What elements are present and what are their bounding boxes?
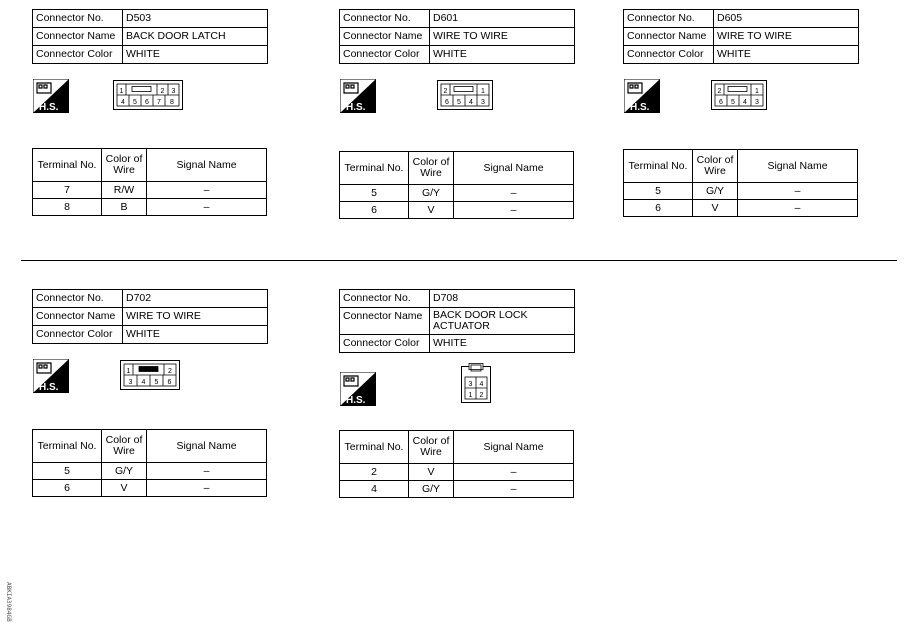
header-terminal-no: Terminal No. (33, 430, 102, 463)
pin-label: 6 (719, 99, 723, 106)
label-connector-name: Connector Name (33, 308, 123, 326)
terminal-table-d503 (32, 148, 267, 216)
signal-cell: – (454, 202, 574, 219)
pin-label: 3 (128, 379, 133, 386)
pin-label: 1 (126, 368, 131, 375)
connector-block-d605 (623, 9, 859, 64)
connector-block-d708 (339, 289, 575, 353)
pin-label: 1 (755, 88, 759, 95)
pin-label: 5 (457, 99, 461, 106)
connector-block-d503 (32, 9, 268, 64)
pin-label: 2 (443, 88, 448, 95)
terminal-cell: 7 (33, 182, 102, 199)
connector-color-value: WHITE (430, 335, 575, 353)
pin-label: 3 (171, 88, 176, 95)
header-color-of-wire: Color of Wire (409, 431, 454, 464)
label-connector-no: Connector No. (33, 290, 123, 308)
connector-info-table (32, 289, 268, 344)
wire-cell: G/Y (102, 463, 147, 480)
label-connector-color: Connector Color (340, 335, 430, 353)
label-connector-name: Connector Name (33, 28, 123, 46)
label-connector-name: Connector Name (340, 308, 430, 335)
signal-cell: – (454, 481, 574, 498)
hs-label: H.S. (346, 395, 366, 406)
hs-label: H.S. (346, 102, 366, 113)
pin-label: 3 (468, 381, 473, 388)
pin-label: 1 (468, 392, 473, 399)
table-row (624, 183, 858, 200)
connector-color-value: WHITE (123, 326, 268, 344)
pin-label: 3 (755, 99, 759, 106)
connector-face-d601 (437, 80, 493, 115)
label-connector-no: Connector No. (340, 10, 430, 28)
table-row (33, 480, 267, 497)
harness-side-icon (624, 79, 660, 118)
connector-no-value: D708 (430, 290, 575, 308)
label-connector-name: Connector Name (340, 28, 430, 46)
terminal-cell: 5 (340, 185, 409, 202)
signal-cell: – (738, 200, 858, 217)
connector-info-table (339, 9, 575, 64)
table-row (340, 464, 574, 481)
terminal-cell: 5 (624, 183, 693, 200)
pin-label: 3 (481, 99, 485, 106)
pin-label: 8 (170, 99, 174, 106)
pin-label: 5 (133, 99, 137, 106)
table-row (33, 463, 267, 480)
connector-no-value: D605 (714, 10, 859, 28)
terminal-cell: 8 (33, 199, 102, 216)
wire-cell: R/W (102, 182, 147, 199)
wire-cell: V (693, 200, 738, 217)
header-signal-name: Signal Name (147, 149, 267, 182)
signal-cell: – (454, 185, 574, 202)
wire-cell: G/Y (409, 185, 454, 202)
header-signal-name: Signal Name (454, 152, 574, 185)
connector-color-value: WHITE (430, 46, 575, 64)
header-terminal-no: Terminal No. (340, 431, 409, 464)
connector-no-value: D503 (123, 10, 268, 28)
label-connector-no: Connector No. (33, 10, 123, 28)
pin-label: 4 (141, 379, 146, 386)
pin-label: 4 (479, 381, 484, 388)
label-connector-color: Connector Color (624, 46, 714, 64)
header-signal-name: Signal Name (454, 431, 574, 464)
figure-code: ABKIA3984GB (5, 582, 12, 622)
header-color-of-wire: Color of Wire (102, 149, 147, 182)
connector-name-value: WIRE TO WIRE (430, 28, 575, 46)
table-row (624, 200, 858, 217)
terminal-cell: 2 (340, 464, 409, 481)
pin-label: 4 (743, 99, 747, 106)
header-terminal-no: Terminal No. (33, 149, 102, 182)
connector-info-table (623, 9, 859, 64)
pin-label: 4 (469, 99, 473, 106)
terminal-cell: 4 (340, 481, 409, 498)
label-connector-color: Connector Color (340, 46, 430, 64)
connector-block-d702 (32, 289, 268, 344)
header-signal-name: Signal Name (147, 430, 267, 463)
header-color-of-wire: Color of Wire (409, 152, 454, 185)
signal-cell: – (738, 183, 858, 200)
header-color-of-wire: Color of Wire (102, 430, 147, 463)
connector-face-d702 (120, 360, 180, 395)
connector-name-value: WIRE TO WIRE (123, 308, 268, 326)
label-connector-no: Connector No. (624, 10, 714, 28)
terminal-cell: 6 (33, 480, 102, 497)
connector-name-value: BACK DOOR LOCK ACTUATOR (430, 308, 575, 335)
header-terminal-no: Terminal No. (624, 150, 693, 183)
table-row (340, 185, 574, 202)
harness-side-icon (340, 79, 376, 118)
connector-name-value: BACK DOOR LATCH (123, 28, 268, 46)
terminal-table-d708 (339, 430, 574, 498)
wire-cell: B (102, 199, 147, 216)
signal-cell: – (147, 182, 267, 199)
label-connector-color: Connector Color (33, 46, 123, 64)
pin-label: 2 (479, 392, 484, 399)
pin-label: 7 (157, 99, 161, 106)
header-signal-name: Signal Name (738, 150, 858, 183)
label-connector-name: Connector Name (624, 28, 714, 46)
terminal-cell: 6 (624, 200, 693, 217)
wire-cell: V (409, 202, 454, 219)
hs-label: H.S. (39, 102, 59, 113)
label-connector-no: Connector No. (340, 290, 430, 308)
connector-no-value: D601 (430, 10, 575, 28)
connector-info-table (339, 289, 575, 353)
pin-label: 2 (160, 88, 165, 95)
connector-color-value: WHITE (714, 46, 859, 64)
signal-cell: – (147, 480, 267, 497)
terminal-cell: 5 (33, 463, 102, 480)
connector-block-d601 (339, 9, 575, 64)
pin-label: 1 (481, 88, 485, 95)
wire-cell: V (102, 480, 147, 497)
pin-label: 4 (121, 99, 125, 106)
terminal-table-d702 (32, 429, 267, 497)
harness-side-icon (340, 372, 376, 411)
wire-cell: V (409, 464, 454, 481)
terminal-cell: 6 (340, 202, 409, 219)
pin-label: 5 (154, 379, 159, 386)
terminal-table-d605 (623, 149, 858, 217)
connector-face-d708 (461, 363, 491, 408)
connector-color-value: WHITE (123, 46, 268, 64)
connector-name-value: WIRE TO WIRE (714, 28, 859, 46)
pin-label: 6 (445, 99, 449, 106)
pin-label: 5 (731, 99, 735, 106)
signal-cell: – (454, 464, 574, 481)
pin-label: 1 (119, 88, 124, 95)
connector-face-d503 (113, 80, 183, 115)
harness-side-icon (33, 79, 69, 118)
table-row (33, 182, 267, 199)
table-row (340, 202, 574, 219)
connector-face-d605 (711, 80, 767, 115)
signal-cell: – (147, 463, 267, 480)
table-row (340, 481, 574, 498)
connector-no-value: D702 (123, 290, 268, 308)
connector-info-table (32, 9, 268, 64)
table-row (33, 199, 267, 216)
wire-cell: G/Y (409, 481, 454, 498)
wire-cell: G/Y (693, 183, 738, 200)
pin-label: 6 (167, 379, 172, 386)
header-color-of-wire: Color of Wire (693, 150, 738, 183)
label-connector-color: Connector Color (33, 326, 123, 344)
terminal-table-d601 (339, 151, 574, 219)
hs-label: H.S. (630, 102, 650, 113)
pin-label: 2 (168, 368, 172, 375)
signal-cell: – (147, 199, 267, 216)
section-divider (21, 260, 897, 261)
harness-side-icon (33, 359, 69, 398)
pin-label: 2 (717, 88, 722, 95)
header-terminal-no: Terminal No. (340, 152, 409, 185)
hs-label: H.S. (39, 382, 59, 393)
pin-label: 6 (145, 99, 149, 106)
